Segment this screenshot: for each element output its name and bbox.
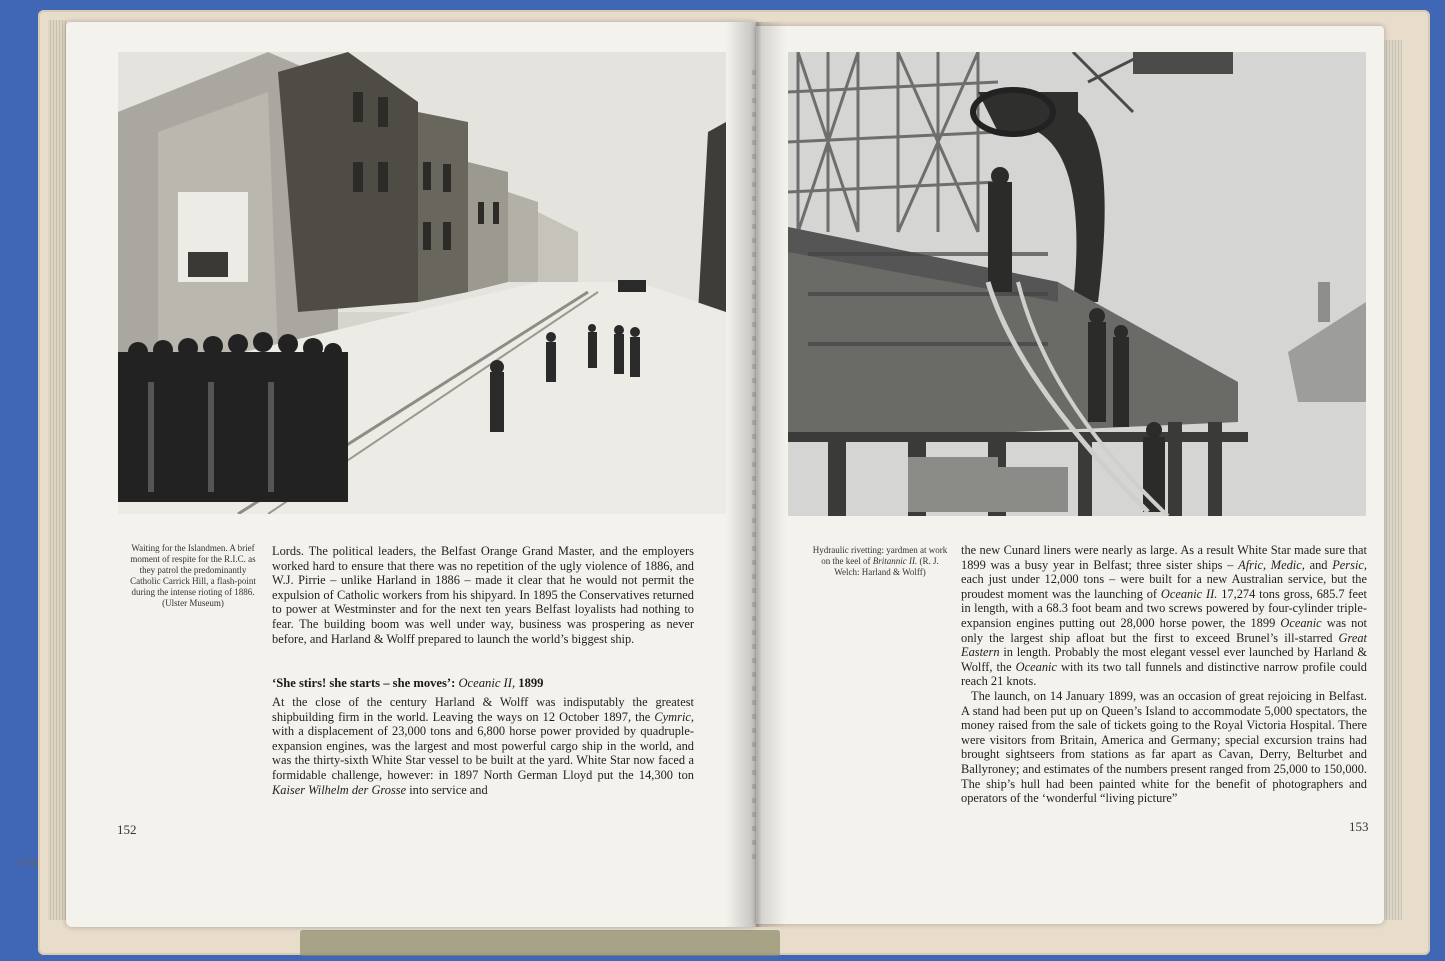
page-number-right: 153 bbox=[1349, 819, 1369, 834]
right-column-text bbox=[961, 543, 1367, 806]
heading-year: 1899 bbox=[518, 676, 544, 690]
page-edges-left bbox=[48, 20, 66, 920]
paragraph-text: 17,274 tons gross, 685.7 feet in length, with a 68.3 foot beam and two screws powered by four-cylinder triple-expansion engines putting out 28,000 horse power, the 1899 bbox=[961, 586, 1367, 630]
paragraph-text: was not only the largest ship afloat but the first to exceed Brunel’s ill-starred bbox=[961, 615, 1367, 645]
paragraph-text: with its two tall funnels and distinctive narrow profile could reach 21 knots. bbox=[961, 659, 1367, 689]
ship-name: Oceanic bbox=[1015, 659, 1057, 674]
rivetting-photo bbox=[788, 52, 1366, 516]
isbn-fragment: 0 856 bbox=[18, 858, 39, 868]
ship-name: Oceanic II. bbox=[1160, 586, 1218, 601]
paragraph-text: The launch, on 14 January 1899, was an occasion of great rejoicing in Belfast. A stand had been put up on Queen’s Island to accommodate 5,000 spectators, the money raised from the sale of tickets going to the Royal Victoria Hospital. There were visitors from Britain, America and Germany; special excursion trains had brought sightseers from stations as far apart as Cavan, Derry, Belturbet and Ballyroney; and estimates of the numbers present ranged from 25,000 to 150,000. The ship’s hull had been painted white for the benefit of photographers and operators of the ‘wonderful “living picture” bbox=[961, 688, 1367, 806]
caption-credit: (R. J. Welch: Harland & Wolff) bbox=[834, 556, 939, 577]
heading-quote: ‘She stirs! she starts – she moves’: bbox=[272, 676, 456, 690]
paragraph-text: with a displacement of 23,000 tons and 6,800 horse power provided by quadruple-expansion engines, was the largest and most powerful cargo ship in the world, and was the thirty-sixth White Star vessel to be built at the yard. White Star now faced a formidable challenge, however: in 1897 North German Lloyd put the 14,300 ton bbox=[272, 724, 694, 782]
paragraph-text: At the close of the century Harland & Wolff was indisputably the greatest shipbuilding firm in the world. Leaving the ways on 12 October 1897, the bbox=[272, 695, 694, 724]
ship-name: Persic, bbox=[1332, 557, 1367, 572]
caption-ship-name: Britannic II. bbox=[872, 556, 918, 566]
ship-name: Cymric, bbox=[654, 709, 694, 724]
paragraph-text: in length. Probably the most elegant vessel ever launched by Harland & Wolff, the bbox=[961, 645, 1367, 674]
street-photo bbox=[118, 52, 726, 514]
left-paragraph-1 bbox=[272, 544, 694, 646]
section-heading bbox=[272, 676, 694, 691]
right-photo-caption bbox=[810, 545, 950, 578]
spine-stitching bbox=[752, 70, 756, 860]
ship-name: Kaiser Wilhelm der Grosse bbox=[272, 782, 407, 797]
heading-ship-title: Oceanic II, bbox=[458, 676, 516, 690]
ship-names: Afric, Medic, bbox=[1238, 557, 1305, 572]
ship-name: Great Eastern bbox=[961, 630, 1367, 660]
left-paragraph-2 bbox=[272, 695, 694, 797]
paragraph-text: into service and bbox=[409, 782, 488, 797]
left-photo-caption: Waiting for the Islandmen. A brief moment of respite for the R.I.C. as they patrol the predominantly Catholic Carrick Hill, a flash-point during the intense rioting of 1886. (Ulster Museum) bbox=[130, 543, 256, 608]
paragraph-text: Lords. The political leaders, the Belfast Orange Grand Master, and the employers worked hard to ensure that there was no repetition of the ugly violence of 1886, and W.J. Pirrie – unlike Harland in 1886 – made it clear that he would not permit the expulsion of Catholic workers from his shipyard. In 1895 the Conservatives returned to power at Westminster and for the next ten years Belfast loyalists had nothing to fear. The building boom was well under way, business was prospering as never before, and Harland & Wolff prepared to launch the world’s biggest ship. bbox=[272, 544, 694, 646]
paragraph-text: the new Cunard liners were nearly as large. As a result White Star made sure that 1899 was a busy year in Belfast; three sister ships – bbox=[961, 543, 1367, 572]
caption-text: Hydraulic rivetting: yardmen at work on the keel of bbox=[812, 545, 948, 566]
page-edges-right bbox=[1384, 40, 1402, 920]
paragraph-text: and bbox=[1309, 557, 1328, 572]
page-number-left: 152 bbox=[117, 822, 137, 837]
ship-name: Oceanic bbox=[1280, 615, 1322, 630]
paragraph-text: each just under 12,000 tons – were built for a new Australian service, but the proudest moment was the launching of bbox=[961, 572, 1367, 601]
cover-edge bbox=[300, 930, 780, 956]
